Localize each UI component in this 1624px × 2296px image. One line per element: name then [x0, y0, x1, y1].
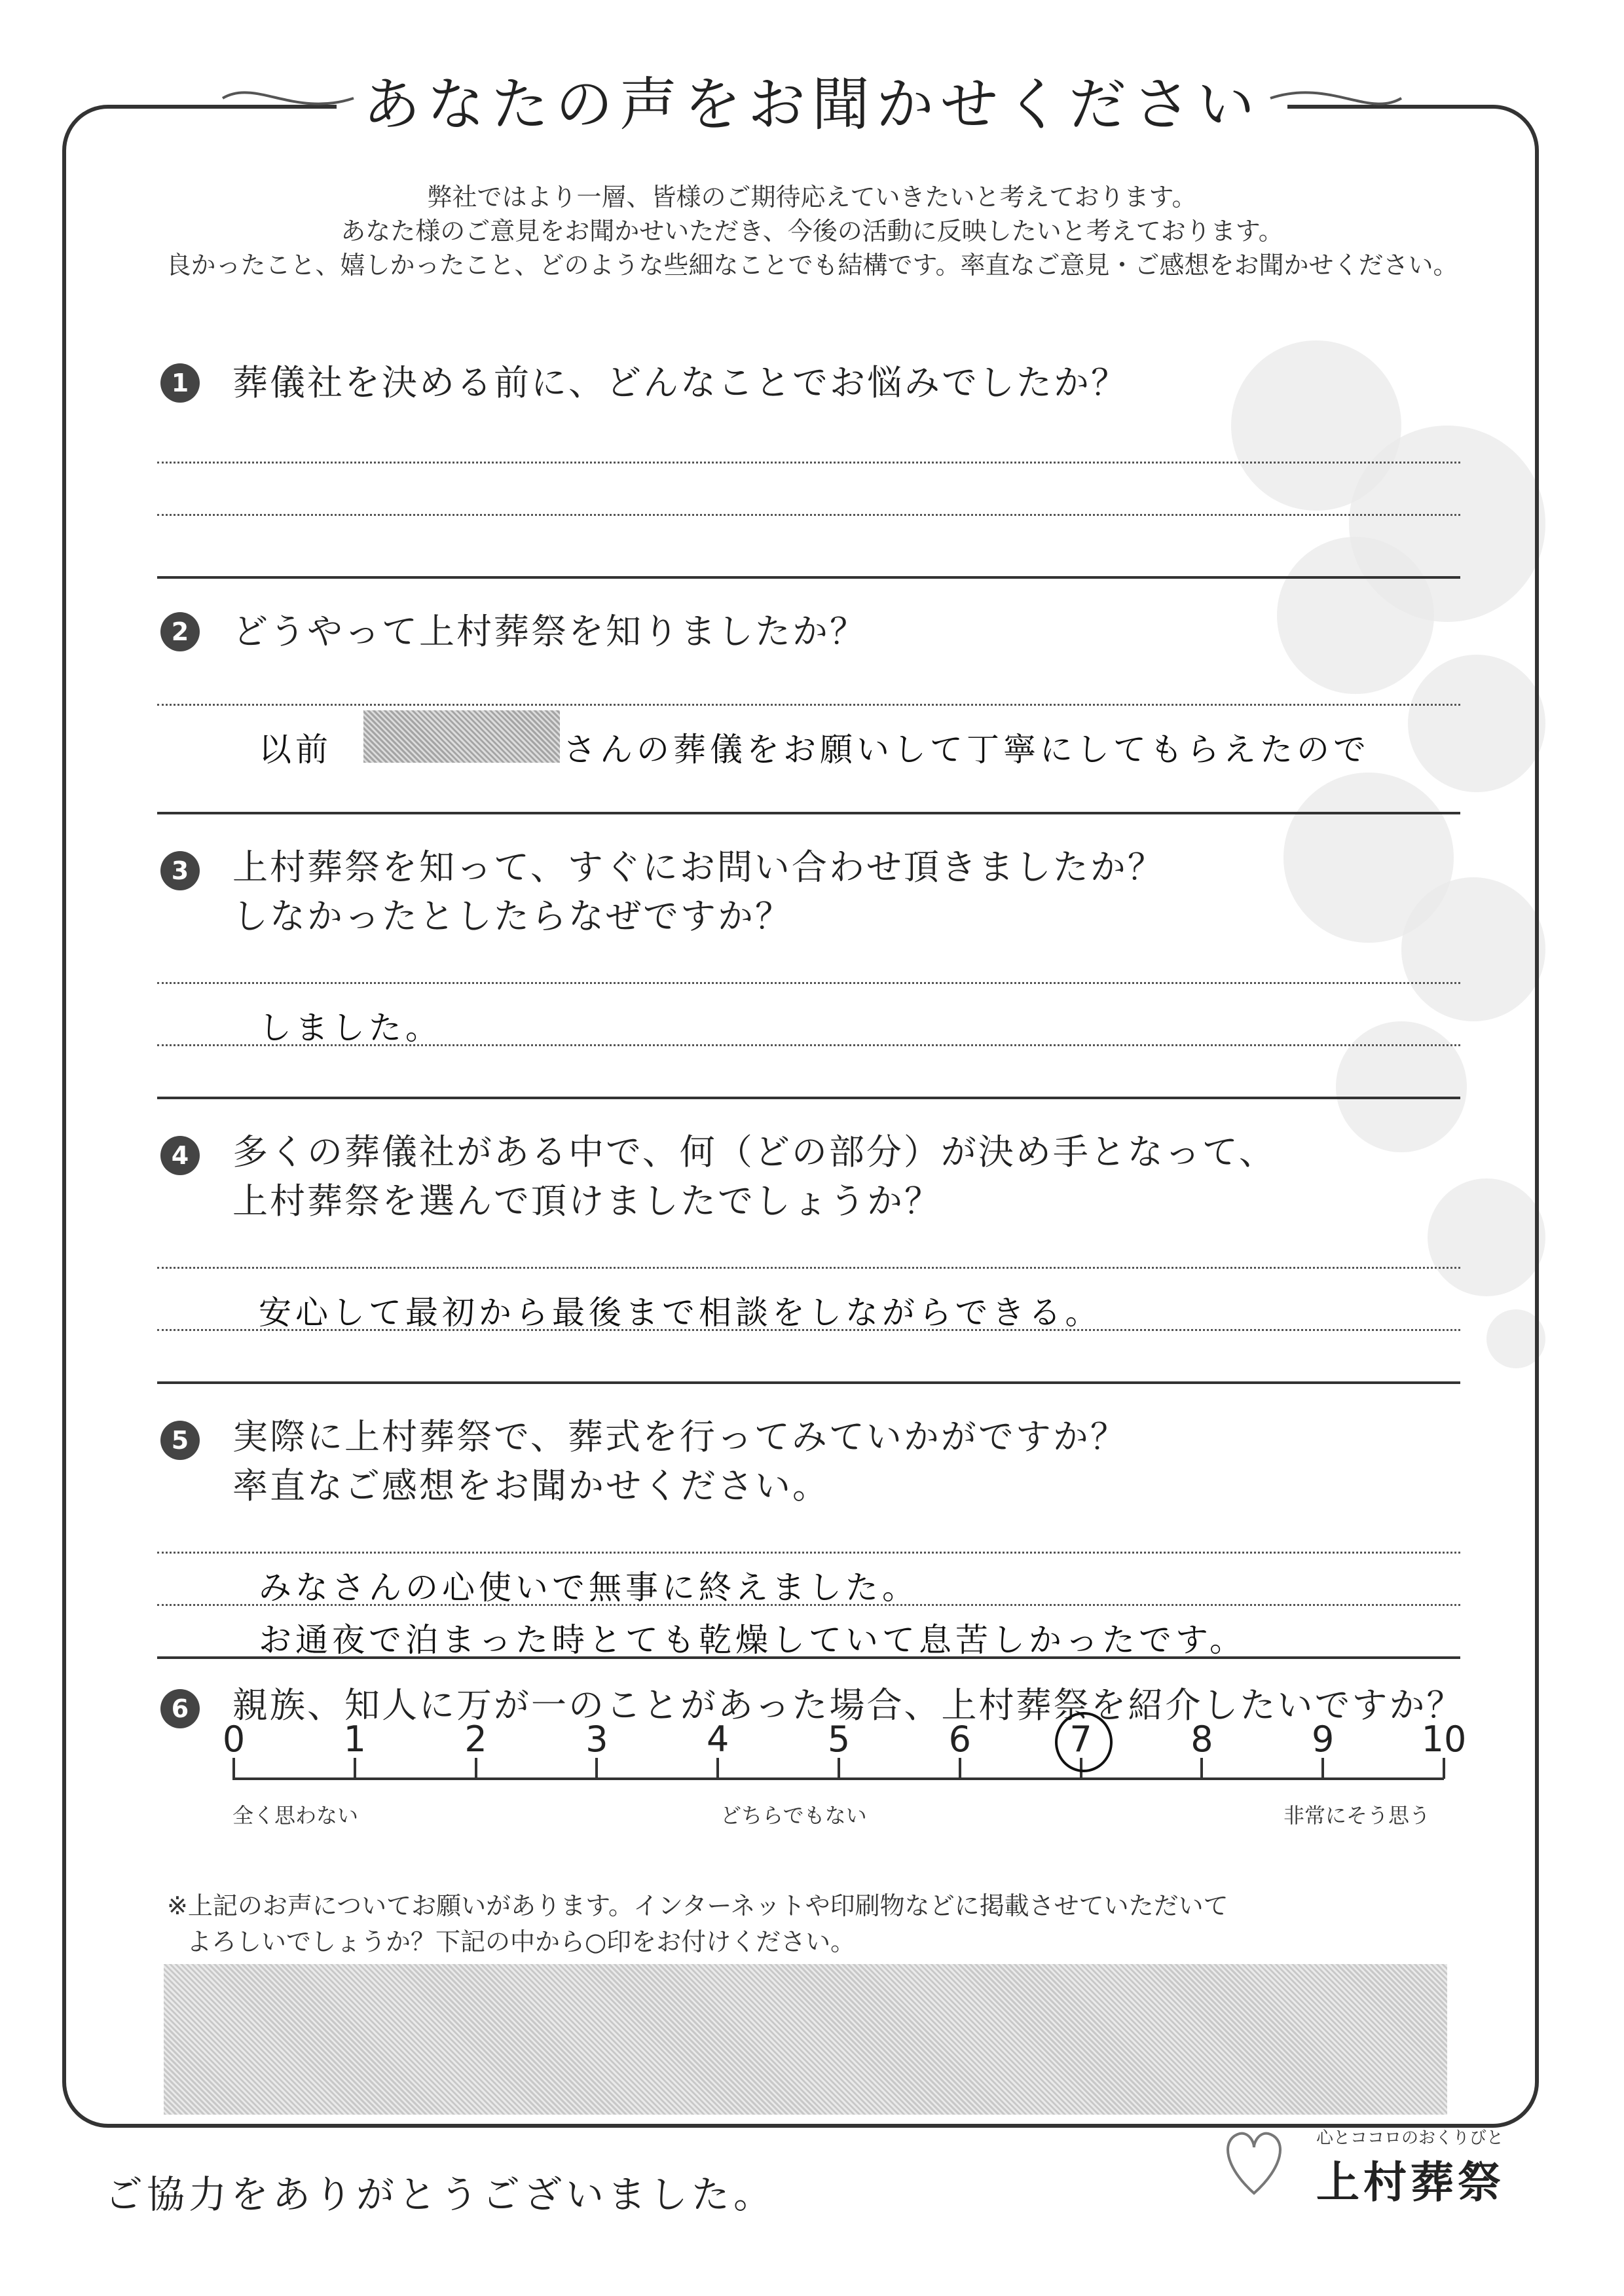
answer-line — [157, 982, 1460, 984]
question-2-text: どうやって上村葬祭を知りましたか？ — [232, 611, 867, 652]
section-divider — [157, 576, 1460, 579]
heart-logo-icon — [1218, 2121, 1290, 2200]
redacted-consent-area — [164, 1964, 1447, 2115]
permission-note-line-1: ※上記のお声についてお願いがあります。インターネットや印刷物などに掲載させていただいて — [167, 1891, 1228, 1920]
scale-high-label: 非常にそう思う — [1283, 1803, 1431, 1828]
question-3-line-2: しなかったとしたらなぜですか？ — [232, 896, 792, 937]
scale-tick — [354, 1758, 356, 1779]
question-number-badge: 3 — [160, 851, 200, 890]
scale-number[interactable]: 4 — [707, 1719, 729, 1760]
page-title: あなたの声をお聞かせください — [337, 62, 1287, 147]
intro-line-3: 良かったこと、嬉しかったこと、どのような些細なことでも結構です。率直なご意見・ご感想をお聞かせください。 — [166, 251, 1458, 280]
section-divider — [157, 1097, 1460, 1099]
permission-note-line-2: よろしいでしょうか？下記の中から○印をお付けください。 — [187, 1927, 856, 1956]
question-1-text: 葬儀社を決める前に、どんなことでお悩みでしたか？ — [232, 362, 1128, 403]
answer-2-text: さんの葬儀をお願いして丁寧にしてもらえたので — [563, 731, 1370, 769]
section-divider — [157, 1381, 1460, 1384]
answer-line — [157, 514, 1460, 516]
left-flourish-icon — [216, 79, 360, 118]
scale-tick — [1321, 1758, 1324, 1779]
answer-line — [157, 462, 1460, 464]
scale-tick — [232, 1758, 235, 1779]
section-divider — [157, 812, 1460, 814]
answer-line — [157, 1329, 1460, 1331]
answer-line — [157, 1552, 1460, 1554]
answer-line — [157, 1604, 1460, 1606]
answer-4-text: 安心して最初から最後まで相談をしながらできる。 — [259, 1294, 1102, 1332]
question-6-text: 親族、知人に万が一のことがあった場合、上村葬祭を紹介したいですか？ — [232, 1685, 1464, 1726]
question-number-badge: 6 — [160, 1689, 200, 1728]
question-4-line-1: 多くの葬儀社がある中で、何（どの部分）が決め手となって、 — [232, 1131, 1276, 1173]
question-number-badge: 5 — [160, 1421, 200, 1460]
intro-line-1: 弊社ではより一層、皆様のご期待応えていきたいと考えております。 — [427, 183, 1197, 211]
question-3-line-1: 上村葬祭を知って、すぐにお問い合わせ頂きましたか？ — [232, 847, 1165, 888]
scale-number[interactable]: 9 — [1312, 1719, 1335, 1760]
scale-number[interactable]: 6 — [948, 1719, 971, 1760]
redacted-name — [363, 710, 560, 763]
logo-tagline: 心とココロのおくりびと — [1316, 2128, 1504, 2148]
question-4-line-2: 上村葬祭を選んで頂けましたでしょうか？ — [232, 1180, 942, 1222]
scale-tick — [716, 1758, 719, 1779]
selected-rating-circle — [1055, 1712, 1113, 1772]
scale-number[interactable]: 1 — [343, 1719, 366, 1760]
scale-number[interactable]: 3 — [585, 1719, 608, 1760]
answer-line — [157, 1267, 1460, 1269]
question-number-badge: 4 — [160, 1136, 200, 1175]
scale-low-label: 全く思わない — [232, 1803, 359, 1828]
answer-line — [157, 1044, 1460, 1046]
scale-number[interactable]: 10 — [1421, 1719, 1467, 1760]
answer-2-prefix: 以前 — [259, 731, 332, 769]
question-5-line-2: 率直なご感想をお聞かせください。 — [232, 1465, 830, 1506]
scale-tick — [1443, 1758, 1445, 1779]
scale-number[interactable]: 8 — [1190, 1719, 1213, 1760]
answer-5-line-2: お通夜で泊まった時とても乾燥していて息苦しかったです。 — [259, 1621, 1246, 1659]
question-5-line-1: 実際に上村葬祭で、葬式を行ってみていかがですか？ — [232, 1416, 1128, 1457]
scale-number[interactable]: 7 — [1069, 1719, 1092, 1760]
thanks-message: ご協力をありがとうございました。 — [105, 2172, 776, 2217]
scale-tick — [1200, 1758, 1203, 1779]
right-flourish-icon — [1264, 79, 1408, 118]
answer-line — [157, 704, 1460, 706]
answer-5-line-1: みなさんの心使いで無事に終えました。 — [259, 1569, 919, 1607]
intro-line-2: あなた様のご意見をお聞かせいただき、今後の活動に反映したいと考えております。 — [341, 217, 1283, 246]
scale-tick — [959, 1758, 961, 1779]
scale-number[interactable]: 2 — [464, 1719, 487, 1760]
scale-number[interactable]: 0 — [222, 1719, 246, 1760]
scale-mid-label: どちらでもない — [720, 1803, 867, 1828]
scale-tick — [838, 1758, 840, 1779]
scale-number[interactable]: 5 — [827, 1719, 851, 1760]
answer-3-text: しました。 — [259, 1009, 442, 1047]
question-number-badge: 2 — [160, 612, 200, 651]
logo-name: 上村葬祭 — [1316, 2157, 1505, 2208]
section-divider — [157, 1656, 1460, 1659]
scale-tick — [475, 1758, 477, 1779]
scale-tick — [595, 1758, 598, 1779]
question-number-badge: 1 — [160, 363, 200, 403]
